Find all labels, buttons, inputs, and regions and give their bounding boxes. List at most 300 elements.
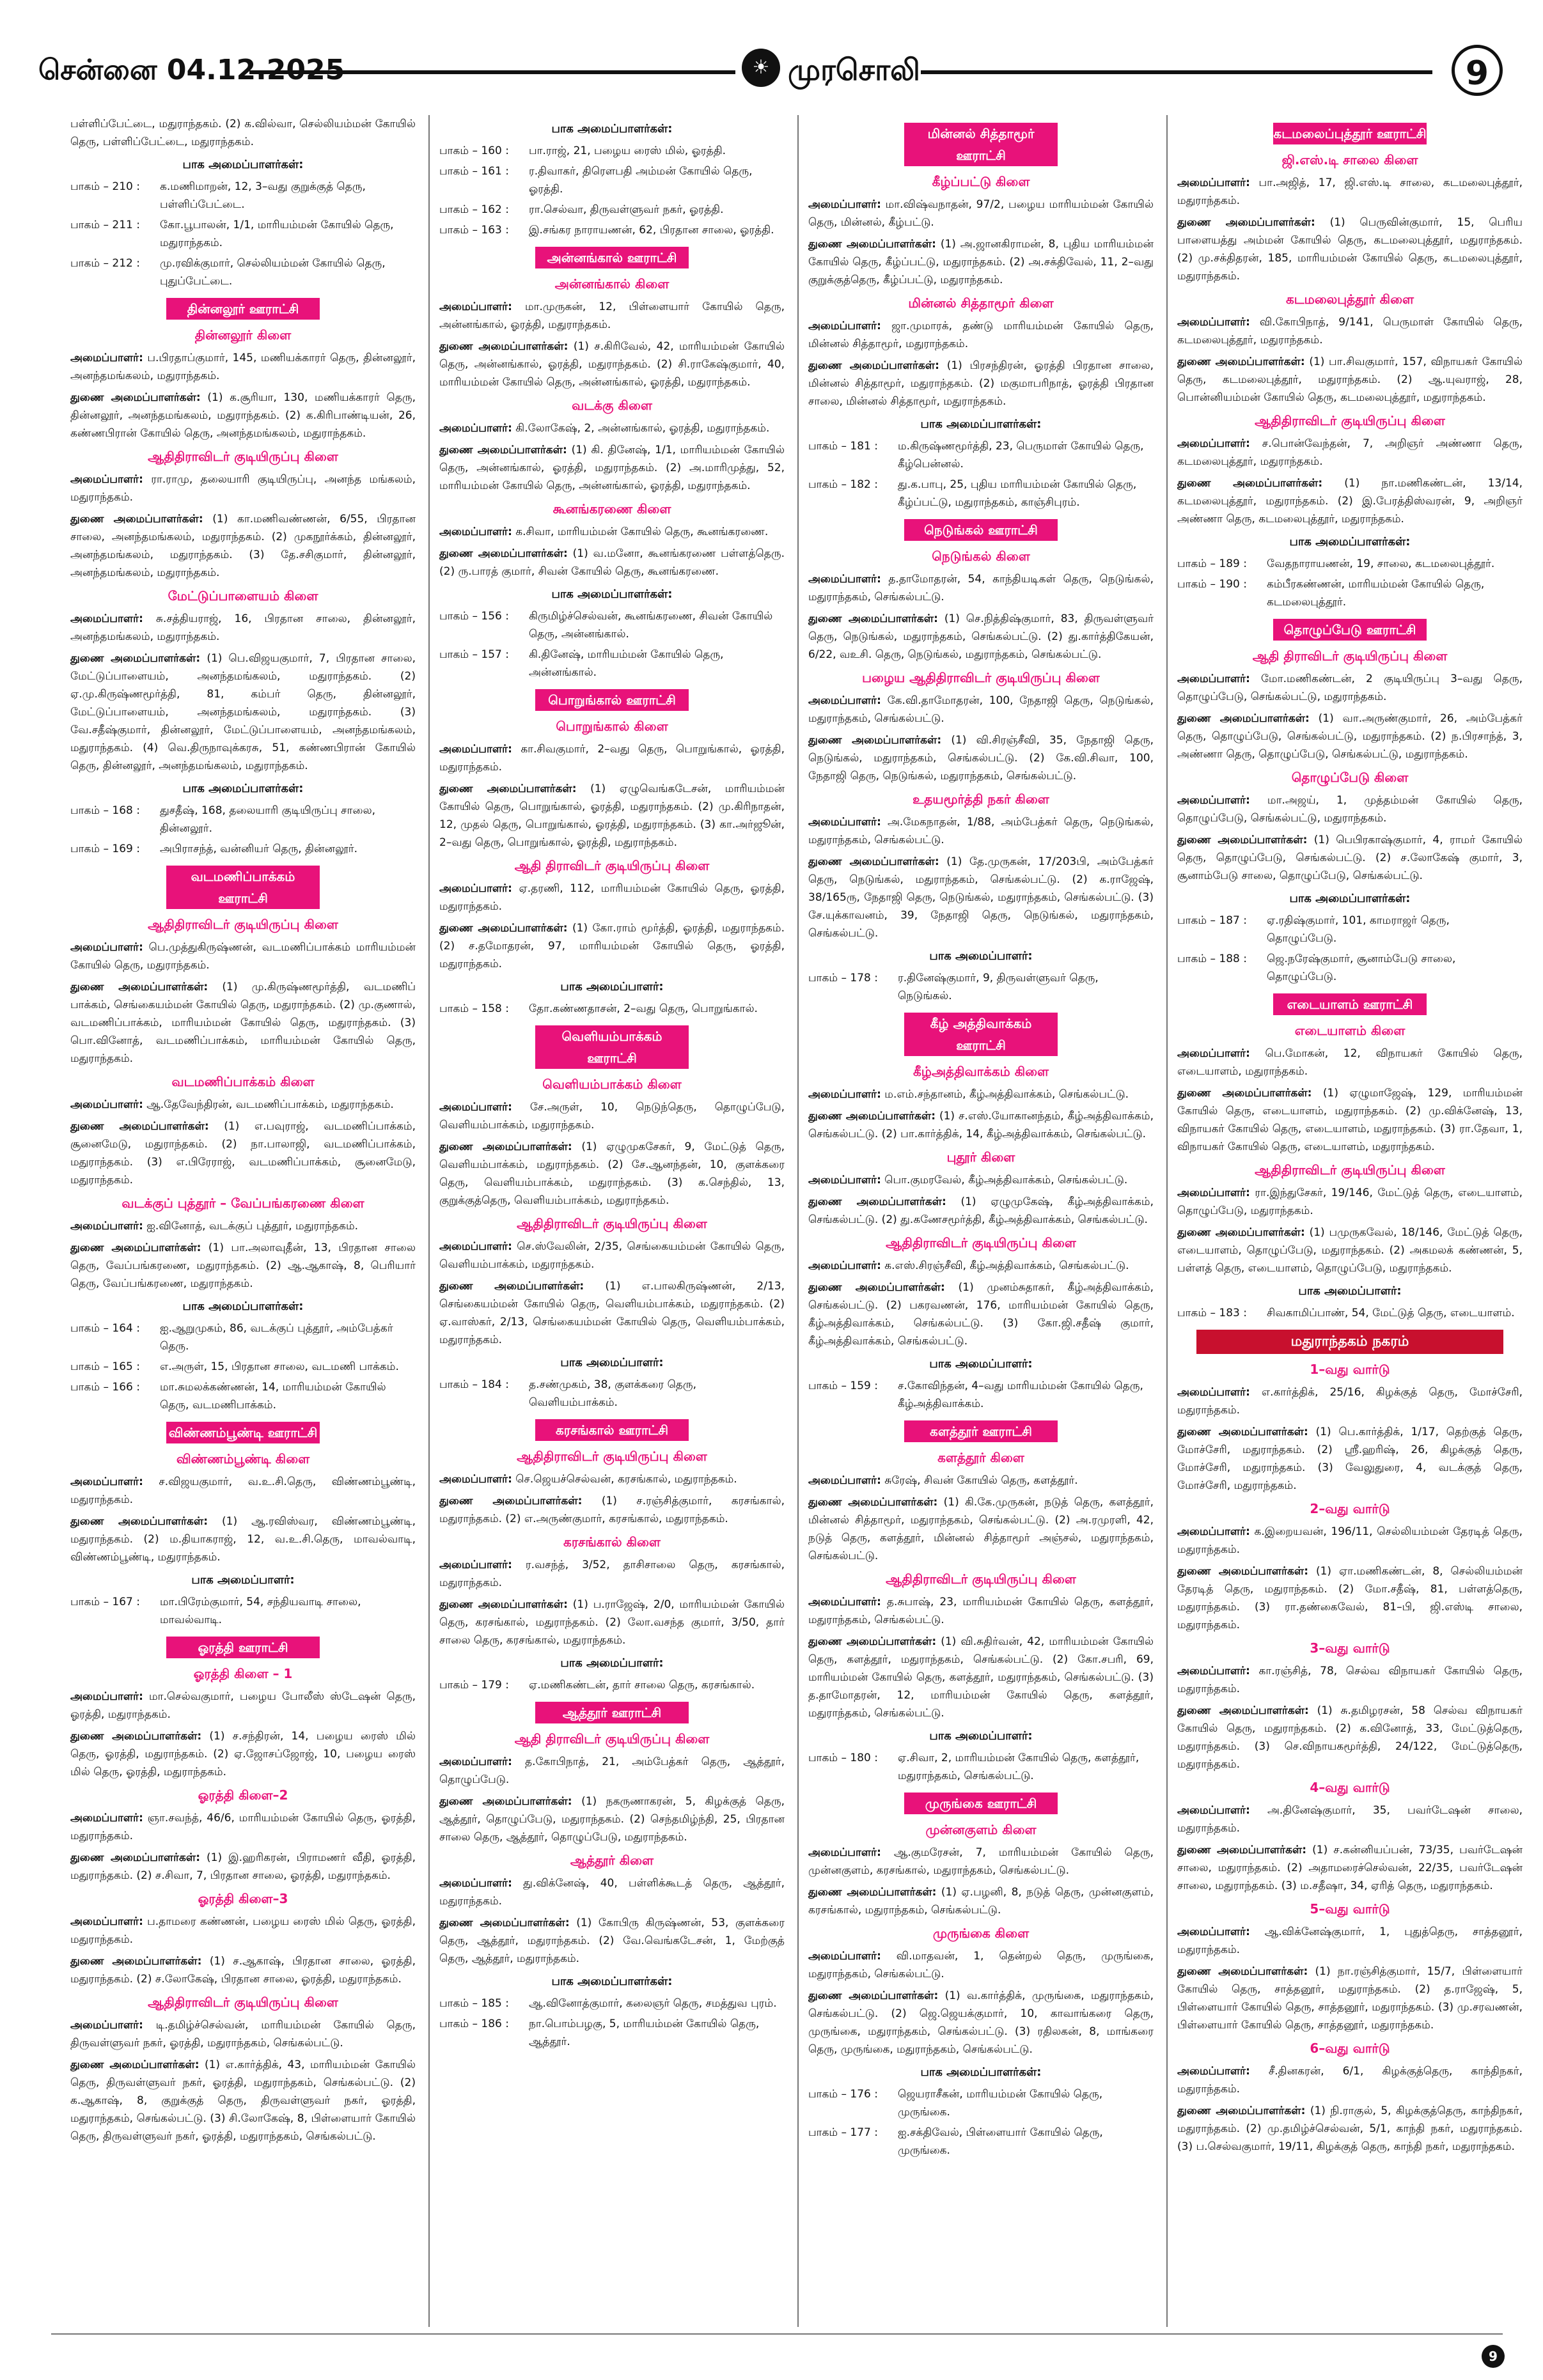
member-paragraph (70, 471, 416, 506)
bagam-number: பாகம் – 157 : (439, 648, 509, 661)
bagam-text: எ.அருள், 15, பிரதான சாலை, வடமணி பாக்கம். (160, 1360, 399, 1373)
member-text: ஆ.விக்னேஷ்குமார், 1, புதுத்தெரு, சாத்தனூர், மதுராந்தகம். (1177, 1925, 1523, 1956)
section-banner: வடமணிப்பாக்கம் ஊராட்சி (166, 866, 320, 909)
member-text: (1) கோபிரு கிருஷ்ணன், 53, குளக்கரை தெரு, ஆத்தூர், மதுராந்தகம். (2) வே.வெங்கடேசன், 1, மேற்குத் தெரு, ஆத்தூர், மதுராந்தகம். (439, 1917, 785, 1965)
role-label: அமைப்பாளர்: (1177, 176, 1250, 189)
member-text: (1) பா.சிவகுமார், 157, விநாயகர் கோயில் தெரு, கடமலைபுத்தூர், மதுராந்தகம். (2) ஆ.யுவராஜ், 28, பொன்னியம்மன் கோயில் தெரு, கடமலைபுத்தூர், மதுராந்தகம். (1177, 355, 1523, 404)
member-paragraph (70, 1513, 416, 1566)
bagam-entry (70, 216, 416, 252)
branch-heading: 6–வது வார்டு (1310, 2041, 1390, 2056)
subheading: பாக அமைப்பாளர்கள்: (920, 2065, 1042, 2079)
member-paragraph (808, 1193, 1154, 1229)
member-paragraph (808, 570, 1154, 606)
member-text: க.இறையவன், 196/11, செல்லியம்மன் தேரடித் தெரு, மதுராந்தகம். (1177, 1525, 1523, 1556)
member-text: (1) கி. தினேஷ், 1/1, மாரியம்மன் கோயில் தெரு, அன்னங்கால், ஓரத்தி, மதுராந்தகம். (2) அ.மாரிமுத்து, 52, மாரியம்மன் கோயில் தெரு, அன்னங்கால், ஓரத்தி, மதுராந்தகம். (439, 444, 785, 492)
bagam-entry (439, 1995, 785, 2012)
role-label: துணை அமைப்பாளர்கள்: (70, 1730, 202, 1743)
branch-heading: கூனங்கரணை கிளை (552, 501, 671, 517)
branch-heading: மேட்டுப்பாளையம் கிளை (168, 588, 318, 603)
bagam-entry (1177, 950, 1523, 986)
member-paragraph (808, 1844, 1154, 1879)
member-paragraph (808, 813, 1154, 849)
member-text: அ.மேகநாதன், 1/88, அம்பேத்கர் தெரு, நெடுங்கல், மதுராந்தகம், செங்கல்பட்டு. (808, 816, 1154, 846)
member-text: (1) ஏ.பழனி, 8, நடுத் தெரு, முன்னகுளம், கரசங்கால், மதுராந்தகம், செங்கல்பட்டு. (808, 1886, 1154, 1917)
subheading: பாக அமைப்பாளர்கள்: (920, 417, 1042, 431)
member-paragraph (1177, 1383, 1523, 1419)
section-banner: முருங்கை ஊராட்சி (904, 1793, 1058, 1814)
rising-sun-icon: ☀ (742, 49, 780, 87)
column-1 (70, 115, 416, 2327)
role-label: துணை அமைப்பாளர்கள்: (1177, 1704, 1309, 1717)
bagam-number: பாகம் – 177 : (808, 2126, 878, 2139)
role-label: அமைப்பாளர்: (1177, 1047, 1250, 1060)
member-paragraph (70, 2016, 416, 2052)
role-label: துணை அமைப்பாளர்கள்: (439, 1795, 572, 1808)
member-text: பெ.முத்துகிருஷ்ணன், வடமணிப்பாக்கம் மாரியம்மன் கோயில் தெரு, மதுராந்தகம். (70, 941, 416, 972)
role-label: துணை அமைப்பாளர்கள்: (808, 612, 938, 625)
member-text: ஜா.முமாரக், தண்டு மாரியம்மன் கோயில் தெரு, மின்னல் சித்தாமூர், மதுராந்தகம். (808, 320, 1154, 350)
section-banner: கரசங்கால் ஊராட்சி (535, 1419, 689, 1441)
bagam-number: பாகம் – 184 : (439, 1378, 509, 1391)
member-text: பள்ளிப்பேட்டை, மதுராந்தகம். (2) க.வில்வா, செல்லியம்மன் கோயில் தெரு, பள்ளிப்பேட்டை, மதுராந்தகம். (70, 118, 416, 148)
subheading: பாக அமைப்பாளர்கள்: (182, 158, 304, 171)
bagam-number: பாகம் – 176 : (808, 2088, 878, 2101)
member-text: ப.தாமரை கண்ணன், பழைய ரைஸ் மில் தெரு, ஓரத்தி, மதுராந்தகம். (70, 1915, 416, 1946)
bagam-text: நா.பொம்பழகு, 5, மாரியம்மன் கோயில் தெரு, ஆத்தூர். (529, 2018, 760, 2048)
role-label: அமைப்பாளர்: (439, 1755, 512, 1768)
branch-heading: ஆதிதிராவிடர் குடியிருப்பு கிளை (1255, 413, 1445, 428)
member-text: (1) ஏழுமாஜேஷ், 129, மாரியம்மன் கோயில் தெரு, எடையாளம், மதுராந்தகம். (2) மு.விக்னேஷ், 13, விநாயகர் கோயில் தெரு, எடையாளம், மதுராந்தகம். (3) ரா.தேவா, 1, விநாயகர் கோயில் தெரு, எடையாளம், மதுராந்தகம். (1177, 1087, 1523, 1153)
member-paragraph (439, 1914, 785, 1968)
member-paragraph (1177, 1224, 1523, 1277)
bagam-number: பாகம் – 212 : (70, 257, 140, 270)
bagam-text: ரா.செல்வா, திருவள்ளுவர் நகர், ஓரத்தி. (529, 203, 724, 216)
member-text: (1) பெ.விஜயகுமார், 7, பிரதான சாலை, மேட்டுப்பாளையம், அனந்தமங்கலம், மதுராந்தகம். (2) ஏ.மு.கிருஷ்ணமூர்த்தி, 81, கம்பர் தெரு, தின்னலூர், மேட்டுப்பாளையம், அனந்தமங்கலம், மதுராந்தகம். (3) வே.சதீஷ்குமார், தின்னலூர், மேட்டுப்பாளையம், அனந்தமங்கலம், மதுராந்தகம். (4) வெ.திருநாவுக்கரசு, 51, கண்ணபிரான் கோயில் தெரு, தின்னலூர், அனந்தமங்கலம், மதுராந்தகம். (70, 652, 416, 772)
member-text: ர.வசந்த், 3/52, தாசிசாலை தெரு, கரசங்கால், மதுராந்தகம். (439, 1559, 785, 1589)
member-paragraph (439, 1753, 785, 1789)
member-text: மா.விஷ்வநாதன், 97/2, பழைய மாரியம்மன் கோயில் தெரு, மின்னல், கீழ்பட்டு. (808, 198, 1154, 229)
bagam-number: பாகம் – 182 : (808, 478, 878, 491)
member-text: சுரேஷ், சிவன் கோயில் தெரு, களத்தூர். (884, 1474, 1078, 1487)
branch-heading: ஆதிதிராவிடர் குடியிருப்பு கிளை (1255, 1162, 1445, 1178)
member-text: (1) பெபிரகாஷ்குமார், 4, ராமர் கோயில் தெரு, தொழுப்பேடு, செங்கல்பட்டு. (2) ச.லோகேஷ் குமார், 3, சூனாம்பேடு சாலை, தொழுப்பேடு, செங்கல்பட்டு. (1177, 834, 1523, 882)
branch-heading: ஆத்தூர் கிளை (570, 1853, 654, 1868)
bagam-entry (70, 1378, 416, 1414)
member-paragraph (1177, 1084, 1523, 1156)
member-text: (1) எ.கார்த்திக், 43, மாரியம்மன் கோயில் தெரு, திருவள்ளுவர் நகர், ஓரத்தி, மதுராந்தகம், செங்கல்பட்டு. (2) க.ஆகாஷ், 8, குறுக்குத் தெரு, திருவள்ளுவர் நகர், ஓரத்தி, மதுராந்தகம், செங்கல்பட்டு. (3) சி.லோகேஷ், 8, பிள்ளையார் கோயில் தெரு, திருவள்ளுவர் நகர், ஓரத்தி, மதுராந்தகம், செங்கல்பட்டு. (70, 2058, 416, 2143)
member-paragraph (1177, 1562, 1523, 1634)
member-paragraph (808, 1257, 1154, 1275)
member-text: (1) வ.கார்த்திக், முருங்கை, மதுராந்தகம், செங்கல்பட்டு. (2) ஜெ.ஜெயக்குமார், 10, காவாங்கரை தெரு, முருங்கை, மதுராந்தகம், செங்கல்பட்டு. (3) ரதிலகன், 8, மாங்கரை தெரு, முருங்கை, மதுராந்தகம், செங்கல்பட்டு. (808, 1989, 1154, 2056)
member-text: த.சுபாஷ், 23, மாரியம்மன் கோயில் தெரு, களத்தூர், மதுராந்தகம், செங்கல்பட்டு. (808, 1596, 1154, 1626)
role-label: அமைப்பாளர்: (70, 473, 143, 486)
branch-heading: வெளியம்பாக்கம் கிளை (542, 1077, 682, 1092)
member-text: ம.எம்.சந்தானம், கீழ்அத்திவாக்கம், செங்கல்பட்டு. (884, 1088, 1129, 1101)
member-paragraph (70, 1688, 416, 1723)
subheading: பாக அமைப்பாளர்: (560, 980, 664, 993)
role-label: துணை அமைப்பாளர்கள்: (808, 238, 936, 251)
role-label: அமைப்பாளர்: (70, 2019, 143, 2032)
subheading: பாக அமைப்பாளர்கள்: (1289, 892, 1411, 905)
role-label: அமைப்பாளர்: (808, 694, 881, 707)
member-paragraph (808, 731, 1154, 785)
branch-heading: ஆதிதிராவிடர் குடியிருப்பு கிளை (148, 449, 338, 464)
masthead-rule-left (249, 70, 735, 74)
section-banner: கடமலைப்புத்தூர் ஊராட்சி (1273, 123, 1427, 144)
member-text: வி.கோபிநாத், 9/141, பெருமாள் கோயில் தெரு, கடமலைபுத்தூர், மதுராந்தகம். (1177, 316, 1523, 346)
bagam-number: பாகம் – 163 : (439, 224, 509, 237)
bagam-entry (808, 2085, 1154, 2121)
branch-heading: ஆதிதிராவிடர் குடியிருப்பு கிளை (517, 1216, 707, 1231)
bagam-entry (70, 1358, 416, 1376)
bagam-number: பாகம் – 187 : (1177, 914, 1247, 927)
bagam-number: பாகம் – 179 : (439, 1679, 509, 1692)
member-paragraph (808, 692, 1154, 727)
bagam-text: ஐ.ஆறுமுகம், 86, வடக்குப் புத்தூர், அம்பேத்கர் தெரு. (160, 1322, 393, 1353)
member-text: செ.ஸ்வேலின், 2/35, செங்கையம்மன் கோயில் தெரு, வெளியம்பாக்கம், மதுராந்தகம். (439, 1240, 785, 1271)
member-text: (1) ப.ராஜேஷ், 2/0, மாரியம்மன் கோயில் தெரு, கரசங்கால், மதுராந்தகம். (2) லோ.வசந்த குமார், 3/50, தார் சாலை தெரு, கரசங்கால், மதுராந்தகம். (439, 1598, 785, 1647)
subheading: பாக அமைப்பாளர்கள்: (182, 782, 304, 795)
bagam-text: துசதீஷ், 168, தலையாரி குடியிருப்பு சாலை, தின்னலூர். (160, 804, 376, 835)
role-label: துணை அமைப்பாளர்கள்: (439, 547, 568, 560)
subheading: பாக அமைப்பாளர்: (560, 1356, 664, 1369)
member-paragraph (439, 1138, 785, 1209)
role-label: துணை அமைப்பாளர்கள்: (70, 391, 201, 404)
bagam-entry (808, 1749, 1154, 1785)
member-text: (1) வ.மனோ, கூனங்கரணை பள்ளத்தெரு. (2) ரு.பாரத் குமார், சிவன் கோயில் தெரு, கூனங்கரணை. (439, 547, 785, 578)
bagam-text: ஜெ.நரேஷ்குமார், சூனாம்பேடு சாலை, தொழுப்பேடு. (1267, 953, 1456, 983)
role-label: துணை அமைப்பாளர்கள்: (439, 922, 568, 935)
role-label: துணை அமைப்பாளர்கள்: (808, 1886, 937, 1899)
member-text: ரா.ராமு, தலையாரி குடியிருப்பு, அனந்த மங்கலம், மதுராந்தகம். (70, 473, 416, 504)
bagam-number: பாகம் – 190 : (1177, 578, 1247, 591)
member-paragraph (808, 235, 1154, 289)
branch-heading: ஆதி திராவிடர் குடியிருப்பு கிளை (514, 858, 710, 873)
member-text: கி.லோகேஷ், 2, அன்னங்கால், ஓரத்தி, மதுராந்தகம். (515, 422, 770, 435)
member-paragraph (808, 357, 1154, 410)
role-label: துணை அமைப்பாளர்கள்: (808, 359, 939, 372)
bagam-entry (70, 1319, 416, 1355)
bagam-entry (70, 1593, 416, 1629)
role-label: அமைப்பாளர்: (1177, 1925, 1250, 1938)
role-label: துணை அமைப்பாளர்கள்: (1177, 477, 1323, 490)
member-text: (1) இ.ஹரிகரன், பிராமணர் வீதி, ஓரத்தி, மதுராந்தகம். (2) ச.சிவா, 7, பிரதான சாலை, ஓரத்தி, மதுராந்தகம். (70, 1851, 416, 1882)
member-text: (1) நா.மணிகண்டன், 13/14, கடமலைபுத்தூர், மதுராந்தகம். (2) இ.பேரத்திஸ்வரன், 9, அறிஞர் அண்ணா தெரு, கடமலைபுத்தூர், மதுராந்தகம். (1177, 477, 1523, 525)
role-label: துணை அமைப்பாளர்கள்: (439, 1495, 583, 1507)
member-text: எ.கார்த்திக், 25/16, கிழக்குத் தெரு, மோச்சேரி, மதுராந்தகம். (1177, 1386, 1523, 1417)
member-text: ஏ.தரணி, 112, மாரியம்மன் கோயில் தெரு, ஓரத்தி, மதுராந்தகம். (439, 882, 785, 913)
role-label: அமைப்பாளர்: (439, 1101, 512, 1114)
role-label: துணை அமைப்பாளர்கள்: (1177, 1426, 1308, 1438)
branch-heading: ஓரத்தி கிளை–3 (198, 1891, 288, 1906)
bagam-text: வேதநாராயணன், 19, சாலை, கடமலைபுத்தூர். (1267, 557, 1495, 570)
branch-heading: கடமலைபுத்தூர் கிளை (1285, 292, 1414, 307)
branch-heading: உதயமூர்த்தி நகர் கிளை (912, 791, 1049, 807)
bagam-text: இ.சங்கர நாராயணன், 62, பிரதான சாலை, ஓரத்தி. (529, 224, 774, 237)
bagam-number: பாகம் – 183 : (1177, 1307, 1247, 1319)
branch-heading: தின்னலூர் கிளை (194, 327, 292, 343)
branch-heading: ஆதி திராவிடர் குடியிருப்பு கிளை (1252, 648, 1448, 664)
role-label: துணை அமைப்பாளர்கள்: (1177, 216, 1315, 229)
bagam-text: க.மணிமாறன், 12, 3–வது குறுக்குத் தெரு, பள்ளிப்பேட்டை. (160, 180, 366, 211)
branch-heading: ஆதிதிராவிடர் குடியிருப்பு கிளை (886, 1571, 1076, 1587)
branch-heading: ஆதிதிராவிடர் குடியிருப்பு கிளை (148, 917, 338, 932)
role-label: அமைப்பாளர்: (808, 1596, 881, 1608)
bagam-entry (1177, 912, 1523, 947)
role-label: துணை அமைப்பாளர்கள்: (808, 1281, 945, 1294)
column-divider (1166, 115, 1168, 2327)
bagam-number: பாகம் – 156 : (439, 610, 509, 623)
section-banner: விண்ணம்பூண்டி ஊராட்சி (166, 1422, 320, 1443)
member-paragraph (439, 1470, 785, 1488)
role-label: அமைப்பாளர்: (70, 1475, 143, 1488)
role-label: அமைப்பாளர்: (808, 320, 881, 332)
role-label: துணை அமைப்பாளர்கள்: (1177, 1226, 1305, 1239)
bagam-entry (439, 201, 785, 219)
bagam-number: பாகம் – 159 : (808, 1380, 878, 1392)
branch-heading: பழைய ஆதிதிராவிடர் குடியிருப்பு கிளை (862, 670, 1100, 685)
masthead (38, 45, 1503, 102)
branch-heading: ஓரத்தி கிளை–2 (198, 1787, 288, 1803)
member-text: த.தாமோதரன், 54, காந்தியடிகள் தெரு, நெடுங்கல், மதுராந்தகம், செங்கல்பட்டு. (808, 573, 1154, 603)
role-label: அமைப்பாளர்: (1177, 673, 1250, 685)
bagam-entry (1177, 575, 1523, 611)
role-label: அமைப்பாளர்: (439, 882, 512, 895)
bagam-entry (439, 1376, 785, 1412)
bagam-number: பாகம் – 158 : (439, 1002, 509, 1015)
bagam-text: மா.சுமலக்கண்ணன், 14, மாரியம்மன் கோயில் தெரு, வடமணிபாக்கம். (160, 1381, 386, 1412)
member-text: ஆ.குமரேசன், 7, மாரியம்மன் கோயில் தெரு, முன்னகுளம், கரசங்கால், மதுராந்தகம், செங்கல்பட்டு. (808, 1846, 1154, 1877)
branch-heading: கீழ்ப்பட்டு கிளை (932, 174, 1030, 189)
member-text: (1) ஏா.மணிகண்டன், 8, செல்லியம்மன் தேரடித் தெரு, மதுராந்தகம். (2) மோ.சதீஷ், 81, பள்ளத்தெரு, மதுராந்தகம். (3) ரா.தண்கைவேல், 81–பி, ஜி.எஸ்டி சாலை, மதுராந்தகம். (1177, 1565, 1523, 1631)
member-paragraph (439, 919, 785, 973)
member-paragraph (1177, 1923, 1523, 1959)
role-label: அமைப்பாளர்: (1177, 316, 1250, 329)
member-text: (1) கோ.ராம் மூர்த்தி, ஓரத்தி, மதுராந்தகம். (2) ச.தமோதரன், 97, மாரியம்மன் கோயில் தெரு, ஓரத்தி, மதுராந்தகம். (439, 922, 785, 970)
member-paragraph (439, 1238, 785, 1273)
branch-heading: கீழ்அத்திவாக்கம் கிளை (912, 1064, 1049, 1079)
member-paragraph (1177, 1963, 1523, 2034)
member-text: சு.சத்தியராஜ், 16, பிரதான சாலை, தின்னலூர், அனந்தமங்கலம், மதுராந்தகம். (70, 612, 416, 643)
branch-heading: விண்ணம்பூண்டி கிளை (176, 1451, 310, 1466)
member-text: (1) ஏழுமுகேஷ், கீழ்அத்திவாக்கம், செங்கல்பட்டு. (2) து.கணேசமூர்த்தி, கீழ்அத்திவாக்கம், செங்கல்பட்டு. (808, 1195, 1154, 1226)
member-text: (1) க.சூரியா, 130, மணியக்காரர் தெரு, தின்னலூர், அனந்தமங்கலம், மதுராந்தகம். (2) க.கிரிபாண்டியன், 26, கண்ணபிரான் கோயில் தெரு, அனந்தமங்கலம், மதுராந்தகம். (70, 391, 416, 440)
role-label: அமைப்பாளர்: (808, 1474, 881, 1487)
member-text: பொ.குமரவேல், கீழ்அத்திவாக்கம், செங்கல்பட்டு. (884, 1174, 1128, 1186)
member-paragraph (808, 610, 1154, 664)
bagam-number: பாகம் – 169 : (70, 843, 140, 855)
bagam-entry (808, 2124, 1154, 2159)
member-paragraph (439, 740, 785, 776)
role-label: அமைப்பாளர்: (808, 1846, 881, 1859)
role-label: அமைப்பாளர்: (808, 1259, 881, 1272)
member-text: பெ.மோகன், 12, விநாயகர் கோயில் தெரு, எடையாளம், மதுராந்தகம். (1177, 1047, 1523, 1078)
role-label: அமைப்பாளர்: (439, 1877, 512, 1890)
member-paragraph (70, 1727, 416, 1781)
member-paragraph (70, 1809, 416, 1845)
bagam-number: பாகம் – 180 : (808, 1752, 878, 1764)
bagam-entry (439, 2015, 785, 2051)
member-paragraph (1177, 1702, 1523, 1773)
bagam-entry (1177, 1304, 1523, 1322)
member-text: மோ.மணிகண்டன், 2 குடியிருப்பு 3–வது தெரு, தொழுப்பேடு, செங்கல்பட்டு, மதுராந்தகம். (1177, 673, 1523, 703)
member-text: (1) எ.பவுராஜ், வடமணிப்பாக்கம், சூனைமேடு, மதுராந்தகம். (2) நா.பாலாஜி, வடமணிப்பாக்கம், மதுராந்தகம். (3) எ.பிரேராஜ், வடமணிப்பாக்கம், சூனைமேடு, மதுராந்தகம். (70, 1120, 416, 1186)
section-banner: தொழுப்பேடு ஊராட்சி (1273, 619, 1427, 641)
member-paragraph (70, 938, 416, 974)
member-paragraph (70, 1849, 416, 1885)
member-text: கா.ரஞ்சித், 78, செல்வ விநாயகர் கோயில் தெரு, மதுராந்தகம். (1177, 1665, 1523, 1695)
role-label: துணை அமைப்பாளர்கள்: (1177, 1565, 1308, 1578)
bagam-entry (808, 969, 1154, 1005)
bagam-entry (70, 254, 416, 290)
member-paragraph (1177, 1045, 1523, 1080)
member-text: (1) நா.ரஞ்சித்குமார், 15/7, பிள்ளையார் கோயில் தெரு, சாத்தனூர், மதுராந்தகம். (2) த.ராஜேஷ், 5, பிள்ளையார் கோயில் தெரு, சாத்தனூர், மதுராந்தகம். (3) மு.சரவணன், பிள்ளையார் கோயில் தெரு, சாத்தனூர், மதுராந்தகம். (1177, 1965, 1523, 2032)
member-paragraph (1177, 1801, 1523, 1837)
role-label: அமைப்பாளர்: (70, 941, 143, 954)
member-text: (1) பமுருகவேல், 18/146, மேட்டுத் தெரு, எடையாளம், தொழுப்பேடு, மதுராந்தகம். (2) அகமலக் கண்ணன், 5, பள்ளத் தெரு, எடையாளம், தொழுப்பேடு, மதுராந்தகம். (1177, 1226, 1523, 1275)
member-paragraph (1177, 791, 1523, 827)
role-label: துணை அமைப்பாளர்கள்: (808, 1989, 939, 2002)
column-divider (797, 115, 799, 2327)
member-paragraph (70, 1913, 416, 1948)
member-text: (1) எ.பாலகிருஷ்ணன், 2/13, செங்கையம்மன் கோயில் தெரு, வெளியம்பாக்கம், மதுராந்தகம். (2) ஏ.வாஸ்கர், 2/13, செங்கையம்மன் கோயில் தெரு, வெளியம்பாக்கம், மதுராந்தகம். (439, 1280, 785, 1346)
member-text: ச.விஜயகுமார், வ.உ.சி.தெரு, விண்ணம்பூண்டி, மதுராந்தகம். (70, 1475, 416, 1506)
role-label: அமைப்பாளர்: (70, 612, 143, 625)
role-label: துணை அமைப்பாளர்கள்: (70, 652, 201, 665)
bagam-number: பாகம் – 168 : (70, 804, 140, 817)
bagam-text: து.க.பாபு, 25, புதிய மாரியம்மன் கோயில் தெரு, கீழ்ப்பட்டு, மதுராந்தகம், காஞ்சிபுரம். (898, 478, 1137, 509)
member-paragraph (70, 649, 416, 775)
member-text: (1) ச.ஆகாஷ், பிரதான சாலை, ஓரத்தி, மதுராந்தகம். (2) ச.லோகேஷ், பிரதான சாலை, ஓரத்தி, மதுராந்தகம். (70, 1955, 416, 1986)
subheading: பாக அமைப்பாளர்கள்: (551, 122, 673, 136)
bagam-entry (439, 142, 785, 160)
member-paragraph (808, 1593, 1154, 1629)
bagam-text: தோ.கண்ணதாசன், 2–வது தெரு, பொறுங்கால். (529, 1002, 758, 1015)
role-label: துணை அமைப்பாளர்கள்: (808, 1635, 937, 1648)
subheading: பாக அமைப்பாளர்கள்: (182, 1300, 304, 1313)
bagam-number: பாகம் – 160 : (439, 144, 509, 157)
role-label: அமைப்பாளர்: (1177, 2065, 1250, 2078)
role-label: அமைப்பாளர்: (439, 300, 512, 313)
member-text: (1) செ.நித்திஷ்குமார், 83, திருவள்ளுவர் தெரு, நெடுங்கல், மதுராந்தகம், செங்கல்பட்டு. (2) து.கார்த்திகேயன், 6/22, வஉசி. தெரு, நெடுங்கல், மதுராந்தகம், செங்கல்பட்டு. (808, 612, 1154, 661)
role-label: அமைப்பாளர்: (808, 573, 881, 586)
role-label: துணை அமைப்பாளர்கள்: (70, 1955, 202, 1968)
member-paragraph (1177, 1184, 1523, 1220)
bagam-entry (439, 221, 785, 239)
branch-heading: மின்னல் சித்தாமூர் கிளை (908, 295, 1054, 311)
member-paragraph (808, 1493, 1154, 1565)
role-label: அமைப்பாளர்: (439, 743, 512, 756)
member-paragraph (70, 610, 416, 646)
branch-heading: 4–வது வார்டு (1310, 1780, 1390, 1795)
member-text: (1) ச.கிரிவேல், 42, மாரியம்மன் கோயில் தெரு, அன்னங்கால், ஓரத்தி, மதுராந்தகம். (2) சி.ராகேஷ்குமார், 40, மாரியம்மன் கோயில் தெரு, அன்னங்கால், ஓரத்தி, மதுராந்தகம். (439, 340, 785, 389)
member-text: (1) பா.அலாவுதீன், 13, பிரதான சாலை தெரு, வேப்பங்கரணை, மதுராந்தகம். (2) ஆ.ஆகாஷ், 8, பெரியார் தெரு, வேப்பங்கரணை, மதுராந்தகம். (70, 1241, 416, 1290)
bagam-text: சிவகாமிப்பாண், 54, மேட்டுத் தெரு, எடையாளம். (1267, 1307, 1515, 1319)
section-banner: மின்னல் சித்தாமூர் ஊராட்சி (904, 123, 1058, 166)
member-paragraph (70, 1217, 416, 1235)
member-paragraph (70, 1239, 416, 1293)
subheading: பாக அமைப்பாளர்: (929, 1357, 1033, 1371)
member-paragraph (1177, 831, 1523, 885)
member-paragraph (1177, 1423, 1523, 1495)
section-banner: அன்னங்கால் ஊராட்சி (535, 247, 689, 268)
member-text: து.விக்னேஷ், 40, பள்ளிக்கூடத் தெரு, ஆத்தூர், மதுராந்தகம். (439, 1877, 785, 1908)
member-text: க.சிவா, மாரியம்மன் கோயில் தெரு, கூனங்கரணை. (515, 525, 769, 538)
branch-heading: நெடுங்கல் கிளை (932, 548, 1030, 564)
bagam-text: ஏ.சிவா, 2, மாரியம்மன் கோயில் தெரு, களத்தூர், மதுராந்தகம், செங்கல்பட்டு. (898, 1752, 1140, 1782)
branch-heading: ஜி.எஸ்.டி சாலை கிளை (1281, 152, 1418, 167)
role-label: துணை அமைப்பாளர்கள்: (70, 2058, 200, 2071)
bagam-text: பா.ராஜ், 21, பழைய ரைஸ் மில், ஓரத்தி. (529, 144, 726, 157)
member-paragraph (808, 1472, 1154, 1489)
bagam-text: ர.தினேஷ்குமார், 9, திருவள்ளுவர் தெரு, நெடுங்கல். (898, 972, 1099, 1002)
role-label: அமைப்பாளர்: (439, 1559, 512, 1571)
section-banner: எடையாளம் ஊராட்சி (1273, 993, 1427, 1015)
member-text: (1) வா.அருண்குமார், 26, அம்பேத்கர் தெரு, தொழுப்பேடு, செங்கல்பட்டு, மதுராந்தகம். (2) ந.பிரசாந்த், 3, அண்ணா தெரு, தொழுப்பேடு, செங்கல்பட்டு, மதுராந்தகம். (1177, 712, 1523, 761)
role-label: அமைப்பாளர்: (1177, 1665, 1250, 1677)
branch-heading: ஆதிதிராவிடர் குடியிருப்பு கிளை (886, 1235, 1076, 1250)
branch-heading: முருங்கை கிளை (932, 1925, 1030, 1941)
member-paragraph (439, 780, 785, 852)
member-paragraph (1177, 174, 1523, 210)
member-text: (1) ஏழுவெங்கடேசன், மாரியம்மன் கோயில் தெரு, பொறுங்கால், ஓரத்தி, மதுராந்தகம். (2) மு.கிரிநாதன், 12, முதல் தெரு, பொறுங்கால், ஓரத்தி, மதுராந்தகம். (3) கா.அர்ஜூன், 2–வது தெரு, பொறுங்கால், ஓரத்தி, மதுராந்தகம். (439, 782, 785, 849)
role-label: அமைப்பாளர்: (70, 352, 143, 364)
member-paragraph (808, 1883, 1154, 1919)
section-banner: பொறுங்கால் ஊராட்சி (535, 689, 689, 711)
branch-heading: தொழுப்பேடு கிளை (1291, 770, 1409, 785)
branch-heading: ஆதிதிராவிடர் குடியிருப்பு கிளை (517, 1449, 707, 1464)
bagam-entry (439, 1676, 785, 1694)
bagam-text: ம.கிருஷ்ணமூர்த்தி, 23, பெருமாள் கோயில் தெரு, கீழ்பென்னல். (898, 440, 1144, 471)
member-paragraph (1177, 214, 1523, 285)
bagam-entry (439, 646, 785, 681)
bagam-number: பாகம் – 181 : (808, 440, 878, 453)
footer-page-number: 9 (1482, 2345, 1505, 2368)
role-label: அமைப்பாளர்: (1177, 1804, 1250, 1817)
subheading: பாக அமைப்பாளர்: (1298, 1284, 1402, 1298)
role-label: அமைப்பாளர்: (439, 422, 512, 435)
role-label: துணை அமைப்பாளர்கள்: (1177, 1965, 1308, 1978)
branch-heading: ஓரத்தி கிளை – 1 (193, 1666, 293, 1681)
role-label: துணை அமைப்பாளர்கள்: (808, 734, 942, 747)
bagam-text: ஐ.சக்திவேல், பிள்ளையார் கோயில் தெரு, முருங்கை. (898, 2126, 1103, 2157)
masthead-rule-right (921, 70, 1432, 74)
member-text: க.எஸ்.சிரஞ்சீவி, கீழ்அத்திவாக்கம், செங்கல்பட்டு. (884, 1259, 1129, 1272)
role-label: துணை அமைப்பாளர்கள்: (808, 1195, 946, 1208)
member-paragraph (439, 523, 785, 541)
member-paragraph (439, 1492, 785, 1528)
role-label: துணை அமைப்பாளர்கள்: (70, 1515, 208, 1528)
bagam-number: பாகம் – 211 : (70, 219, 140, 231)
member-paragraph (808, 1085, 1154, 1103)
bagam-text: ஏ.மணிகண்டன், தார் சாலை தெரு, கரசங்கால். (529, 1679, 755, 1692)
bagam-number: பாகம் – 162 : (439, 203, 509, 216)
section-banner: நெடுங்கல் ஊராட்சி (904, 519, 1058, 541)
role-label: அமைப்பாளர்: (1177, 1525, 1250, 1538)
member-paragraph (70, 115, 416, 151)
role-label: துணை அமைப்பாளர்கள்: (439, 444, 567, 456)
member-paragraph (1177, 2102, 1523, 2156)
member-paragraph (1177, 1662, 1523, 1698)
bagam-entry (70, 178, 416, 214)
member-text: பா.அஜித், 17, ஜி.எஸ்.டி சாலை, கடமலைபுத்தூர், மதுராந்தகம். (1177, 176, 1523, 207)
member-paragraph (1177, 710, 1523, 763)
role-label: அமைப்பாளர்: (70, 1690, 143, 1703)
newspaper-name: முரசொலி (788, 52, 920, 87)
role-label: அமைப்பாளர்: (70, 1098, 143, 1111)
member-paragraph (1177, 435, 1523, 471)
member-paragraph (439, 419, 785, 437)
